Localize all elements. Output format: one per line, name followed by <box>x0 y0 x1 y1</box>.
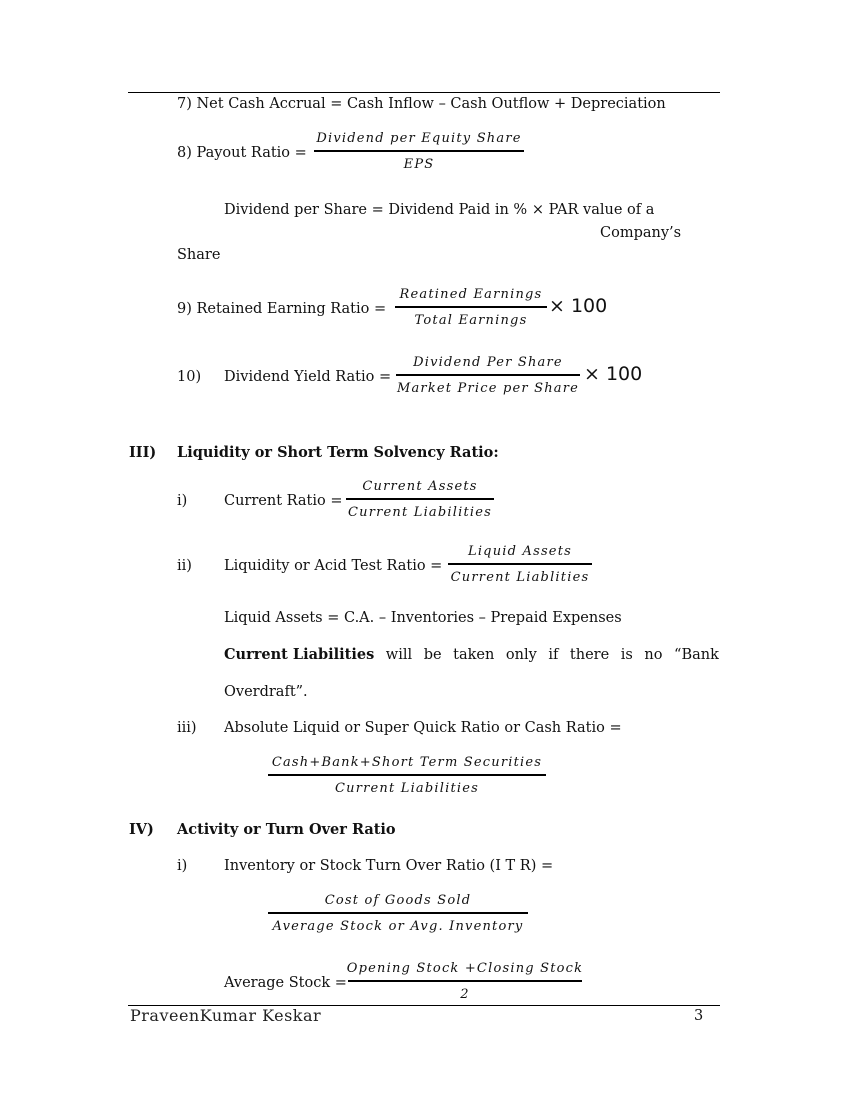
dividend-yield-fraction <box>396 354 580 397</box>
acid-test-fraction <box>448 543 592 586</box>
payout-ratio-fraction <box>314 130 524 173</box>
footer-author: PraveenKumar Keskar <box>130 1006 322 1025</box>
page-number: 3 <box>694 1008 704 1024</box>
note-word: is <box>620 647 633 663</box>
dividend-per-share-share: Share <box>177 247 221 263</box>
fraction-numerator: Dividend Per Share <box>413 355 563 370</box>
current-liabilities-note-continuation: Overdraft”. <box>224 684 308 700</box>
fraction-numerator: Cash+Bank+Short Term Securities <box>271 755 543 770</box>
section-numeral: IV) <box>129 821 154 838</box>
note-word: Current Liabilities <box>224 646 375 663</box>
current-ratio-label: Current Ratio = <box>224 493 343 509</box>
average-stock-label: Average Stock = <box>224 975 347 991</box>
fraction-bar <box>348 980 582 982</box>
current-ratio-fraction <box>346 478 494 521</box>
fraction-denominator: Current Liabilities <box>334 781 480 796</box>
note-word: no <box>644 647 663 663</box>
average-stock-fraction <box>348 960 582 1003</box>
dividend-per-share-continuation: Company’s <box>600 225 682 241</box>
list-number: i) <box>177 858 188 874</box>
fraction-bar <box>396 374 580 376</box>
note-word: will <box>385 647 413 663</box>
net-cash-accrual-formula: 7) Net Cash Accrual = Cash Inflow – Cash Outflow + Depreciation <box>177 96 666 112</box>
fraction-bar <box>395 306 547 308</box>
fraction-denominator: Average Stock or Avg. Inventory <box>272 919 524 934</box>
fraction-bar <box>346 498 494 500</box>
section-numeral: III) <box>129 444 157 461</box>
note-word: be <box>423 647 442 663</box>
fraction-numerator: Opening Stock +Closing Stock <box>346 961 584 976</box>
dividend-per-share-formula: Dividend per Share = Dividend Paid in % × PAR value of a <box>224 202 655 218</box>
acid-test-ratio-label: Liquidity or Acid Test Ratio = <box>224 558 443 574</box>
note-word: “Bank <box>674 647 719 663</box>
note-word: if <box>548 647 559 663</box>
current-liabilities-note <box>224 646 719 664</box>
payout-ratio-label: 8) Payout Ratio = <box>177 145 307 161</box>
retained-earning-fraction <box>395 286 547 329</box>
fraction-numerator: Cost of Goods Sold <box>324 893 472 908</box>
header-rule <box>128 92 720 93</box>
fraction-denominator: Current Liablities <box>450 570 590 585</box>
list-number: iii) <box>177 720 197 736</box>
list-number: i) <box>177 493 188 509</box>
fraction-denominator: Total Earnings <box>414 313 528 328</box>
fraction-bar <box>268 774 546 776</box>
note-word: there <box>569 647 610 663</box>
note-word: only <box>505 647 537 663</box>
section-heading: Activity or Turn Over Ratio <box>177 821 396 838</box>
fraction-numerator: Reatined Earnings <box>399 287 543 302</box>
fraction-bar <box>268 912 528 914</box>
absolute-liquid-fraction <box>268 754 546 797</box>
fraction-numerator: Liquid Assets <box>467 544 573 559</box>
dividend-yield-label: Dividend Yield Ratio = <box>224 369 392 385</box>
inventory-turnover-fraction <box>268 892 528 935</box>
retained-earning-ratio-label: 9) Retained Earning Ratio = <box>177 301 387 317</box>
times-hundred: × 100 <box>549 295 608 317</box>
section-heading: Liquidity or Short Term Solvency Ratio: <box>177 444 499 461</box>
fraction-denominator: 2 <box>460 987 470 1002</box>
inventory-turnover-label: Inventory or Stock Turn Over Ratio (I T R) = <box>224 858 554 874</box>
note-word: taken <box>453 647 495 663</box>
fraction-denominator: Current Liabilities <box>347 505 493 520</box>
times-hundred: × 100 <box>584 363 643 385</box>
fraction-numerator: Current Assets <box>362 479 478 494</box>
list-number: ii) <box>177 558 192 574</box>
dividend-yield-number: 10) <box>177 369 202 385</box>
liquid-assets-formula: Liquid Assets = C.A. – Inventories – Prepaid Expenses <box>224 610 622 626</box>
fraction-denominator: Market Price per Share <box>396 381 580 396</box>
absolute-liquid-ratio-label: Absolute Liquid or Super Quick Ratio or Cash Ratio = <box>224 720 622 736</box>
fraction-bar <box>314 150 524 152</box>
fraction-denominator: EPS <box>403 157 435 172</box>
fraction-numerator: Dividend per Equity Share <box>316 131 522 146</box>
fraction-bar <box>448 563 592 565</box>
